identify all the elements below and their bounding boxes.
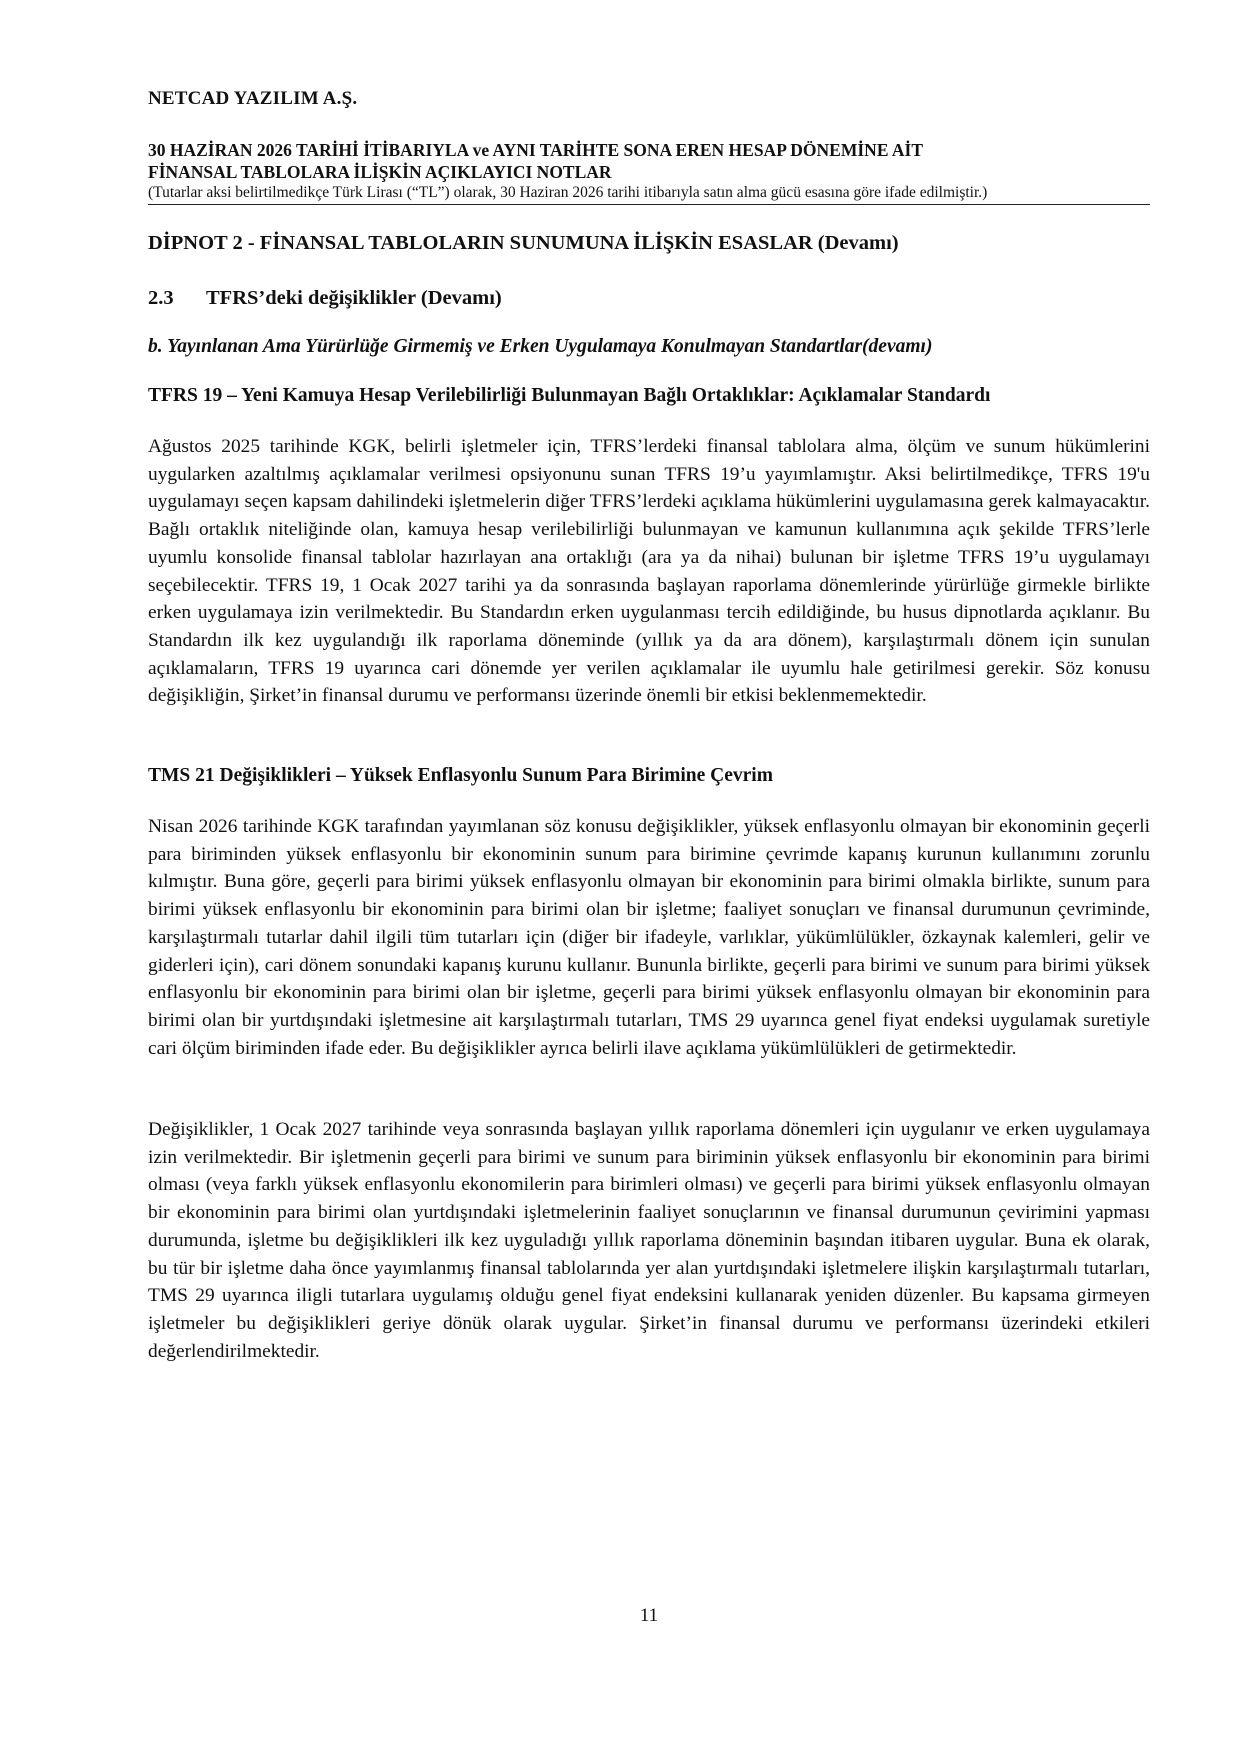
tms21-paragraph-2: Değişiklikler, 1 Ocak 2027 tarihinde veya sonrasında başlayan yıllık raporlama dönemleri için uygulanır ve erken uygulamaya izin verilmektedir. Bir işletmenin geçerli para birimi ve sunum para biriminin yüksek enflasyonlu bir ekonominin para birimi olması (veya farklı yüksek enflasyonlu ekonomilerin para birimleri olması) ve geçerli para birimi yüksek enflasyonlu olmayan bir ekonominin para birimi olan yurtdışındaki işletmelerinin faaliyet sonuçlarının ve finansal durumunun çevirimini yapması durumunda, işletme bu değişiklikleri ilk kez uyguladığı yıllık raporlama döneminin başından itibaren uygular. Buna ek olarak, bu tür bir işletme daha önce yayımlanmış finansal tablolarında yer alan yurtdışındaki işletmelere ilişkin karşılaştırmalı tutarları, TMS 29 uyarınca iligli tutarlara uygulamış olduğu genel fiyat endeksini kullanarak yeniden düzenler. Bu kapsama girmeyen işletmeler bu değişiklikleri geriye dönük olarak uygular. Şirket’in finansal durumu ve performansı üzerindeki etkileri değerlendirilmektedir. <box>148 1119 1150 1362</box>
document-page <box>148 0 1150 1755</box>
tfrs19-paragraph: Ağustos 2025 tarihinde KGK, belirli işletmeler için, TFRS’lerdeki finansal tablolara alma, ölçüm ve sunum hükümlerini uygularken azaltılmış açıklamalar verilmesi opsiyonunu sunan TFRS 19’u yayımlamıştır. Aksi belirtilmedikçe, TFRS 19'u uygulamayı seçen kapsam dahilindeki işletmelerin diğer TFRS’lerdeki açıklama hükümlerini uygulamasına gerek kalmayacaktır. Bağlı ortaklık niteliğinde olan, kamuya hesap verilebilirliği bulunmayan ve kamunun kullanımına açık şekilde TFRS’lerle uyumlu konsolide finansal tablolar hazırlayan ana ortaklığı (ara ya da nihai) bulunan bir işletme TFRS 19’u uygulamayı seçebilecektir. TFRS 19, 1 Ocak 2027 tarihi ya da sonrasında başlayan raporlama dönemlerinde yürürlüğe girmekle birlikte erken uygulamaya izin verilmektedir. Bu Standardın erken uygulanması tercih edildiğinde, bu husus dipnotlarda açıklanır. Bu Standardın ilk kez uygulandığı ilk raporlama döneminde (yıllık ya da ara dönem), karşılaştırmalı dönem için sunulan açıklamaların, TFRS 19 uyarınca cari dönemde yer verilen açıklamalar ile uyumlu hale getirilmesi gerekir. Söz konusu değişikliğin, Şirket’in finansal durumu ve performansı üzerinde önemli bir etkisi beklenmemektedir. <box>148 436 1150 707</box>
report-title-line-2: FİNANSAL TABLOLARA İLİŞKİN AÇIKLAYICI NOTLAR <box>148 162 612 182</box>
header-divider <box>148 204 1150 205</box>
tfrs19-heading: TFRS 19 – Yeni Kamuya Hesap Verilebilirliği Bulunmayan Bağlı Ortaklıklar: Açıklamalar Standardı <box>148 385 991 406</box>
company-name: NETCAD YAZILIM A.Ş. <box>148 88 358 109</box>
section-title: TFRS’deki değişiklikler (Devamı) <box>206 287 502 309</box>
section-number: 2.3 <box>148 287 174 309</box>
report-title-line-1: 30 HAZİRAN 2026 TARİHİ İTİBARIYLA ve AYNI TARİHTE SONA EREN HESAP DÖNEMİNE AİT <box>148 140 924 160</box>
note-title: DİPNOT 2 - FİNANSAL TABLOLARIN SUNUMUNA İLİŞKİN ESASLAR (Devamı) <box>148 232 899 254</box>
report-subtitle: (Tutarlar aksi belirtilmedikçe Türk Lirası (“TL”) olarak, 30 Haziran 2026 tarihi itibarıyla satın alma gücü esasına göre ifade edilmiştir.) <box>148 184 988 201</box>
tms21-heading: TMS 21 Değişiklikleri – Yüksek Enflasyonlu Sunum Para Birimine Çevrim <box>148 765 773 786</box>
page-number: 11 <box>639 1605 659 1626</box>
subsection-heading: b. Yayınlanan Ama Yürürlüğe Girmemiş ve Erken Uygulamaya Konulmayan Standartlar(devamı) <box>148 336 933 357</box>
report-header <box>148 139 1150 202</box>
section-heading <box>148 287 502 310</box>
tms21-paragraph-1: Nisan 2026 tarihinde KGK tarafından yayımlanan söz konusu değişiklikler, yüksek enflasyonlu olmayan bir ekonominin geçerli para biriminden yüksek enflasyonlu bir ekonominin sunum para birimine çevrimde kapanış kurunun kullanımını zorunlu kılmıştır. Buna göre, geçerli para birimi yüksek enflasyonlu olmayan bir ekonominin para birimi olmakla birlikte, sunum para birimi yüksek enflasyonlu bir ekonominin para birimi olan bir işletme; faaliyet sonuçları ve finansal durumunun çevriminde, karşılaştırmalı tutarlar dahil ilgili tüm tutarları için (diğer bir ifadeyle, varlıklar, yükümlülükler, özkaynak kalemleri, gelir ve giderleri için), cari dönem sonundaki kapanış kurunu kullanır. Bununla birlikte, geçerli para birimi ve sunum para birimi yüksek enflasyonlu bir ekonominin para birimi olan bir işletme, geçerli para birimi yüksek enflasyonlu olmayan bir ekonominin para birimi olan bir yurtdışındaki işletmesine ait karşılaştırmalı tutarları, TMS 29 uyarınca genel fiyat endeksi uygulamak suretiyle cari ölçüm biriminden ifade eder. Bu değişiklikler ayrıca belirli ilave açıklama yükümlülükleri de getirmektedir. <box>148 816 1150 1059</box>
